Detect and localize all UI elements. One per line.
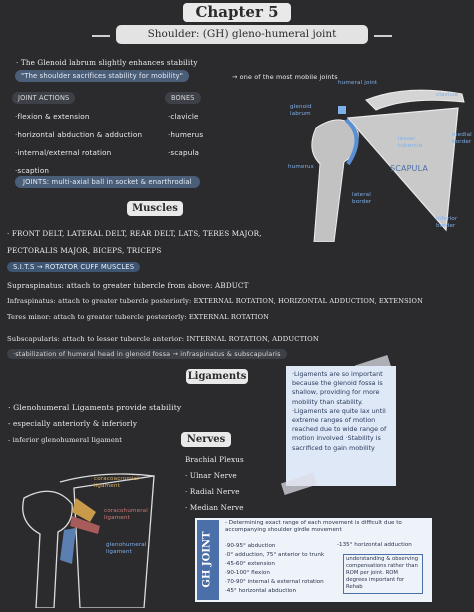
list-item: · Radial Nerve	[185, 487, 240, 496]
gh-joint-card	[195, 518, 432, 602]
list-item: ·scapula	[168, 148, 200, 157]
chapter-subtitle: Shoulder: (GH) gleno-humeral joint	[116, 25, 368, 44]
list-item: ·scaption	[15, 166, 50, 175]
bones-list	[168, 112, 203, 157]
shoulder-diagram	[286, 80, 474, 242]
joint-actions-list	[15, 112, 142, 175]
label-medial-border: medial border	[452, 132, 472, 145]
joint-actions-heading: JOINT ACTIONS	[12, 92, 75, 104]
quote-tail: → one of the most mobile joints	[232, 73, 338, 81]
ligament-line-2: - especially anteriorly & inferiorly	[8, 419, 138, 428]
label-humeral-joint: humeral joint	[338, 80, 378, 86]
list-item: ·flexion & extension	[15, 112, 90, 121]
muscles-list-2: PECTORALIS MAJOR, BICEPS, TRICEPS	[7, 246, 162, 255]
gh-intro: - Determining exact range of each movement is difficult due to accompanying shoulder girdle movement	[225, 520, 402, 533]
teres-minor-line: Teres minor: attach to greater tubercle posteriorly: EXTERNAL ROTATION	[7, 313, 270, 321]
label-coracohumeral: coracohumeral ligament	[104, 508, 148, 521]
list-item: · Median Nerve	[185, 503, 244, 512]
label-glenohumeral: glenohumeral ligament	[106, 542, 147, 555]
ligament-note	[286, 366, 396, 486]
nerves-heading: Nerves	[181, 432, 231, 447]
ligament-diagram	[14, 468, 174, 608]
list-item: ·90-95° abduction	[225, 543, 276, 549]
gh-right-box: understanding & observing compensations rather than ROM per joint. ROM degrees important for Rehab	[343, 554, 423, 594]
list-item: Brachial Plexus	[185, 455, 244, 464]
stabilization-pill: ·stabilization of humeral head in glenoid fossa → infraspinatus & subscapularis	[7, 349, 287, 359]
chapter-title: Chapter 5	[183, 3, 291, 22]
ligaments-heading: Ligaments	[187, 371, 247, 382]
list-item: ·horizontal abduction & adduction	[15, 130, 143, 139]
label-humerus: humerus	[288, 164, 314, 170]
sits-pill: S.I.T.S → ROTATOR CUFF MUSCLES	[7, 262, 140, 272]
labrum-line: · The Glenoid labrum slightly enhances stability	[16, 58, 198, 67]
subscapularis-line: Subscapularis: attach to lesser tubercle anterior: INTERNAL ROTATION, ADDUCTION	[7, 335, 319, 343]
muscles-heading: Muscles	[127, 201, 183, 216]
label-scapula: SCAPULA	[390, 164, 428, 173]
ligament-line-1: · Glenohumeral Ligaments provide stability	[8, 403, 182, 412]
supraspinatus-line: Supraspinatus: attach to greater tubercle from above: ABDUCT	[7, 281, 249, 290]
muscles-list-1: · FRONT DELT, LATERAL DELT, REAR DELT, LATS, TERES MAJOR,	[7, 229, 262, 238]
list-item: ·clavicle	[168, 112, 199, 121]
title-rule-right	[374, 35, 392, 37]
list-item: ·45° horizontal abduction	[225, 588, 297, 594]
list-item: ·0° adduction, 75° anterior to trunk	[225, 552, 325, 558]
label-clavicle: clavicle	[436, 92, 459, 98]
list-item: ·humerus	[168, 130, 204, 139]
joints-pill: JOINTS: multi-axial ball in socket & enarthrodial	[15, 176, 200, 188]
gh-right-top: -135° horizontal adduction	[337, 542, 412, 548]
label-inferior-border: inferior border	[436, 216, 458, 229]
list-item: ·70-90° internal & external rotation	[225, 579, 324, 585]
gh-left-list	[225, 542, 324, 596]
label-glenoid-labrum: glenoid labrum	[290, 104, 312, 117]
label-coracoacromial: coracoacromial ligament	[94, 476, 139, 489]
title-rule-left	[92, 35, 110, 37]
ligament-note-card: ·Ligaments are so important because the glenoid fossa is shallow, providing for more mobility than stability. ·Ligaments are quite lax until extreme ranges of motion reached due to wide range of motion involved ·Stability is sacrificed to gain mobility	[286, 366, 396, 486]
list-item: ·90-100° flexion	[225, 570, 270, 576]
bones-heading: BONES	[165, 92, 201, 104]
gh-joint-label-text: GH JOINT	[201, 531, 213, 588]
quote-pill: "The shoulder sacrifices stability for mobility"	[15, 70, 189, 82]
infraspinatus-line: Infraspinatus: attach to greater tubercle posteriorly: EXTERNAL ROTATION, HORIZONTAL ADDUCTION, EXTENSION	[7, 297, 424, 305]
label-lesser-tubercle: lesser tubercle	[398, 136, 423, 149]
nerves-list	[185, 455, 244, 512]
humerus-shape	[312, 120, 358, 242]
label-lateral-border: lateral border	[352, 192, 372, 205]
list-item: ·45-60° extension	[225, 561, 275, 567]
ligament-line-3: - inferior glenohumeral ligament	[8, 436, 123, 444]
list-item: · Ulnar Nerve	[185, 471, 237, 480]
list-item: ·internal/external rotation	[15, 148, 112, 157]
